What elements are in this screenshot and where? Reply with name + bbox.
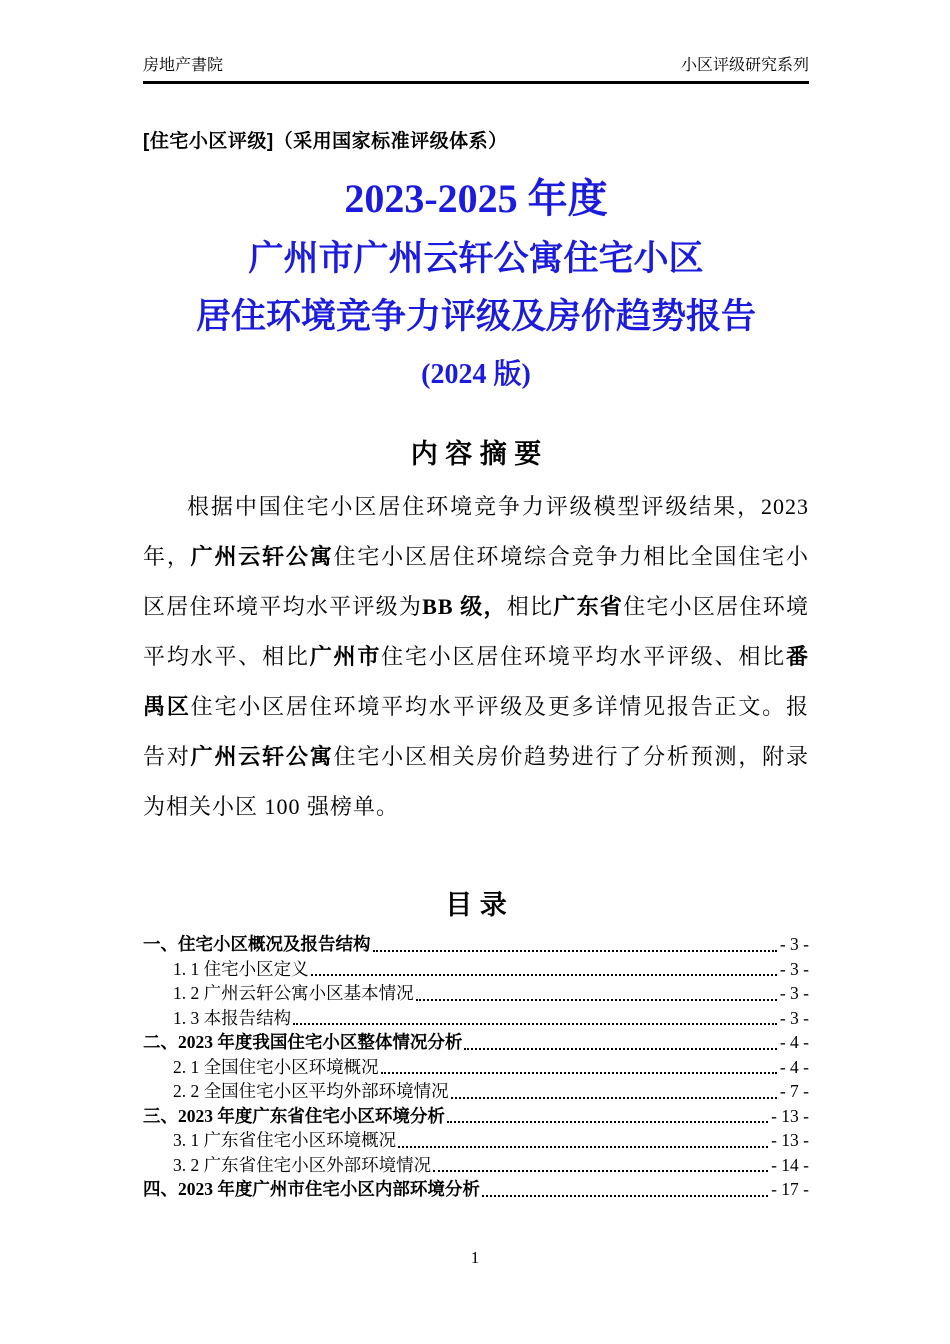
- toc-item: [143, 1030, 809, 1055]
- toc-dotted-leader: [373, 950, 777, 952]
- summary-segment: 根据中国住宅小区居住环境竞争力评级模型评级结果，2023 年，: [143, 494, 809, 569]
- summary-paragraph: [143, 482, 809, 832]
- toc-item-title: 三、2023 年度广东省住宅小区环境分析: [143, 1105, 445, 1126]
- toc-item: [143, 981, 809, 1006]
- summary-segment: 住宅小区居住环境平均水平、相比: [143, 594, 809, 669]
- toc-dotted-leader: [416, 999, 777, 1001]
- toc-dotted-leader: [447, 1121, 768, 1123]
- toc-item-page-number: - 3 -: [779, 1007, 809, 1028]
- page-number: 1: [470, 1248, 480, 1267]
- toc-item-title: 2. 1 全国住宅小区环境概况: [173, 1056, 379, 1077]
- summary-segment: 住宅小区居住环境平均水平评级及更多详情见报告正文。报告对: [143, 694, 809, 769]
- toc-item: [143, 1079, 809, 1104]
- toc-item: [143, 1128, 809, 1153]
- summary-segment: 广东省: [553, 594, 624, 619]
- toc-dotted-leader: [482, 1195, 768, 1197]
- toc-item-title: 四、2023 年度广州市住宅小区内部环境分析: [143, 1179, 480, 1199]
- summary-heading: 内 容 摘 要: [410, 439, 542, 469]
- title-report-type: 居住环境竞争力评级及房价趋势报告: [195, 297, 756, 336]
- summary-segment: 广州云轩公寓: [190, 744, 334, 769]
- toc-item-page-number: - 13 -: [771, 1105, 809, 1126]
- toc-item: [143, 1177, 809, 1202]
- toc-item: [143, 1055, 809, 1080]
- toc-item-title: 3. 2 广东省住宅小区外部环境情况: [173, 1154, 432, 1175]
- summary-segment: 相比: [506, 594, 554, 619]
- summary-segment: 住宅小区相关房价趋势进行了分析预测，附录为相关小区 100 强榜单。: [143, 744, 809, 819]
- toc: [143, 932, 809, 1202]
- toc-item-title: 1. 3 本报告结构: [173, 1007, 292, 1028]
- toc-dotted-leader: [398, 1146, 768, 1148]
- toc-item-title: 3. 1 广东省住宅小区环境概况: [173, 1130, 397, 1150]
- title-block: [143, 175, 809, 393]
- toc-dotted-leader: [451, 1097, 777, 1099]
- header-right-text: 小区评级研究系列: [680, 57, 809, 74]
- toc-item-page-number: - 13 -: [771, 1130, 809, 1150]
- title-year-range: 2023-2025 年度: [344, 176, 608, 221]
- toc-item-page-number: - 17 -: [771, 1179, 809, 1199]
- summary-segment: 番禺区: [143, 644, 809, 719]
- toc-item-title: 2. 2 全国住宅小区平均外部环境情况: [173, 1081, 449, 1101]
- summary-segment: 住宅小区居住环境平均水平评级、相比: [381, 644, 786, 669]
- toc-item: [143, 1104, 809, 1129]
- toc-item-page-number: - 4 -: [779, 1056, 809, 1077]
- toc-item-page-number: - 4 -: [779, 1032, 809, 1052]
- toc-item: [143, 1006, 809, 1031]
- rating-system-subheading: [住宅小区评级]（采用国家标准评级体系）: [143, 131, 508, 152]
- toc-item-title: 1. 1 住宅小区定义: [173, 958, 309, 979]
- title-community-name: 广州市广州云轩公寓住宅小区: [248, 239, 704, 278]
- toc-item: [143, 957, 809, 982]
- toc-dotted-leader: [311, 974, 777, 976]
- title-version: (2024 版): [421, 359, 531, 390]
- header-left-text: 房地产書院: [143, 57, 224, 74]
- toc-item-page-number: - 3 -: [779, 983, 809, 1003]
- toc-dotted-leader: [381, 1072, 777, 1074]
- summary-segment: 住宅小区居住环境综合竞争力相比全国住宅小区居住环境平均水平评级为: [143, 544, 809, 619]
- toc-dotted-leader: [464, 1048, 776, 1050]
- summary-segment: 广州云轩公寓: [190, 544, 334, 569]
- toc-item: [143, 932, 809, 957]
- toc-item-title: 二、2023 年度我国住宅小区整体情况分析: [143, 1032, 463, 1052]
- toc-item-page-number: - 14 -: [771, 1154, 809, 1175]
- toc-item-page-number: - 3 -: [779, 934, 809, 954]
- toc-item-title: 一、住宅小区概况及报告结构: [143, 934, 371, 954]
- toc-item-page-number: - 7 -: [779, 1081, 809, 1101]
- toc-dotted-leader: [433, 1170, 768, 1172]
- toc-item-title: 1. 2 广州云轩公寓小区基本情况: [173, 983, 414, 1003]
- running-header: [143, 55, 809, 84]
- toc-dotted-leader: [293, 1023, 777, 1025]
- toc-item-page-number: - 3 -: [779, 958, 809, 979]
- summary-segment: BB 级，: [422, 594, 507, 619]
- summary-segment: 广州市: [309, 644, 382, 669]
- toc-item: [143, 1153, 809, 1178]
- toc-heading: 目 录: [445, 890, 507, 920]
